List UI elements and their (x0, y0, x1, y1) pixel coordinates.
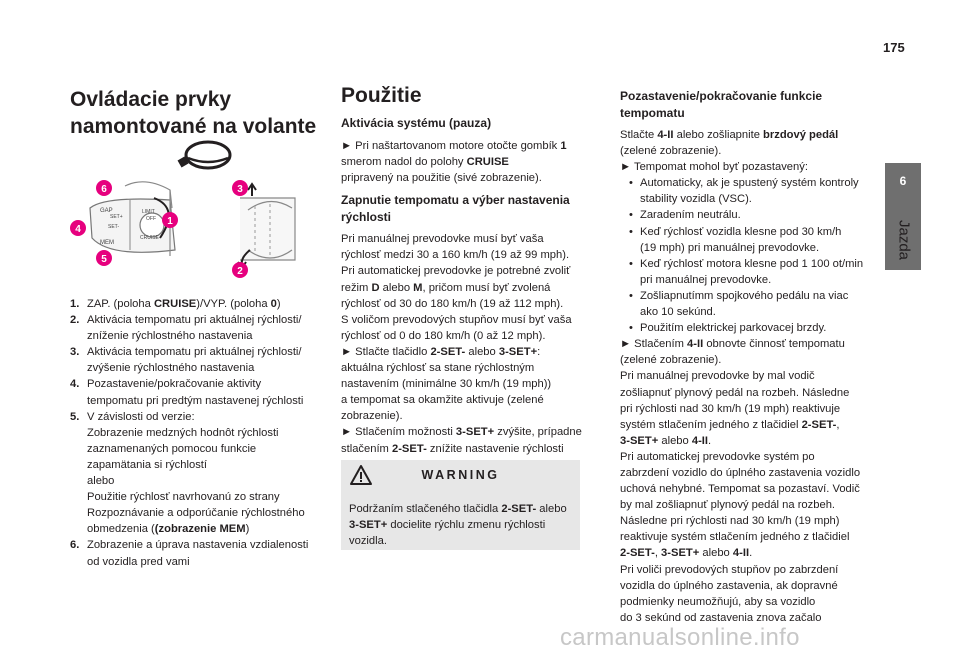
paragraph: ► Pri naštartovanom motore otočte gombík 1 smerom nadol do polohy CRUISE pripravený na použitie (sivé zobrazenie). (341, 140, 567, 185)
list-item: 2. Aktivácia tempomatu pri aktuálnej rýchlosti/ zníženie rýchlostného nastavenia (70, 314, 302, 343)
section-title: Ovládacie prvky namontované na volante (70, 88, 317, 138)
page-number: 175 (883, 40, 905, 55)
subheading-activation: Aktivácia systému (pauza) (341, 116, 492, 130)
controls-list (70, 296, 332, 570)
steering-wheel-icon (186, 142, 230, 168)
callout-2 (232, 262, 248, 278)
cruise-label: CRUISE (140, 235, 159, 241)
svg-text:1: 1 (167, 216, 173, 227)
paragraph: Pri manuálnej prevodovke by mal vodič zošliapnuť plynový pedál na rozbeh. Následne pri rýchlosti nad 30 km/h (19 mph) reaktivuje systém stlačením jedného z tlačidiel 2-SET-, 3-SET+ alebo 4-II. (620, 370, 850, 447)
callout-6 (96, 180, 112, 196)
bullet-item: • Keď rýchlosť motora klesne pod 1 100 ot/min pri manuálnej prevodovke. (629, 257, 864, 286)
svg-text:3: 3 (237, 184, 243, 195)
bullet-item: • Použitím elektrickej parkovacej brzdy. (629, 322, 827, 335)
paragraph: Pri automatickej prevodovke systém po zabrzdení vozidlo do úplného zastavenia vozidlo uchová nehybné. Tempomat sa pozastaví. Vodič by mal zošliapnuť plynový pedál na rozbeh. Následne pri rýchlosti nad 30 km/h (19 mph) reaktivuje systém stlačením jedného z tlačidiel 2-SET-, 3-SET+ alebo 4-II. (620, 450, 861, 560)
paused-intro: ► Tempomat mohol byť pozastavený: (620, 161, 808, 174)
paragraph: Stlačte 4-II alebo zošliapnite brzdový pedál (zelené zobrazenie). (620, 129, 839, 158)
svg-text:2: 2 (237, 266, 243, 277)
limit-label: LIMIT (142, 209, 155, 215)
steering-controls-diagram (70, 138, 340, 288)
warning-heading: WARNING (421, 468, 500, 482)
callout-1 (162, 212, 178, 228)
paragraph: Pri manuálnej prevodovke musí byť vaša rýchlosť medzi 30 a 160 km/h (19 až 99 mph). Pri automatickej prevodovke je potrebné zvoliť režim D alebo M, pričom musí byť zvolená rýchlosť od 30 do 180 km/h (19 až 112 mph). S voličom prevodových stupňov musí byť vaša rýchlosť od 0 do 180 km/h (0 až 12 mph). ► Stlačte tlačidlo 2-SET- alebo 3-SET+: aktuálna rýchlosť sa stane rýchlostným nastavením (minimálne 30 km/h (19 mph)) a tempomat sa okamžite aktivuje (zelené zobrazenie). ► Stlačením možnosti 3-SET+ zvýšite, prípadne stlačením 2-SET- znížite nastavenie rýchlosti (341, 233, 582, 455)
callout-4 (70, 220, 86, 236)
svg-text:4: 4 (75, 224, 81, 235)
gap-label: GAP (100, 208, 113, 214)
paragraph: Pri voliči prevodových stupňov po zabrzdení vozidla do úplného zastavenia, ak dopravné podmienky neumožňujú, aby sa vozidlo do 3 sekúnd od zastavenia znova začalo (620, 563, 839, 624)
paragraph: ► Stlačením 4-II obnovte činnosť tempomatu (zelené zobrazenie). (620, 338, 845, 367)
usage-title: Použitie (341, 84, 422, 107)
list-item: 1. ZAP. (poloha CRUISE)/VYP. (poloha 0) (70, 298, 281, 310)
bullet-item: • Automaticky, ak je spustený systém kontroly stability vozidla (VSC). (629, 177, 859, 206)
chapter-label: Jazda (895, 219, 913, 261)
bullet-item: • Keď rýchlosť vozidla klesne pod 30 km/h (19 mph) pri manuálnej prevodovke. (629, 225, 842, 254)
watermark: carmanualsonline.info (560, 624, 800, 651)
list-item: 3. Aktivácia tempomatu pri aktuálnej rýchlosti/ zvýšenie rýchlostného nastavenia (70, 346, 302, 375)
mem-label: MEM (100, 240, 114, 246)
list-item: 5. V závislosti od verzie: Zobrazenie medzných hodnôt rýchlosti zaznamenaných pomocou funkcie zapamätania si rýchlostí alebo Použitie rýchlosť navrhovanú zo strany Rozpoznávanie a odporúčanie rýchlostného obmedzenia ((zobrazenie MEM) (70, 410, 305, 536)
svg-text:6: 6 (101, 184, 107, 195)
svg-text:5: 5 (101, 254, 107, 265)
up-arrow (248, 184, 256, 196)
middle-column (341, 82, 586, 473)
set-plus-label: SET+ (110, 214, 123, 220)
left-column (70, 86, 330, 140)
warning-box (341, 460, 580, 550)
callout-5 (96, 250, 112, 266)
warning-text: Podržaním stlačeného tlačidla 2-SET- alebo 3-SET+ docielite rýchlu zmenu rýchlosti vozidla. (349, 503, 567, 548)
bullet-item: • Zošliapnutímm spojkového pedálu na viac ako 10 sekúnd. (629, 289, 849, 319)
pause-title: Pozastavenie/pokračovanie funkcie tempomatu (620, 89, 823, 120)
off-label: OFF (146, 216, 156, 222)
callout-3 (232, 180, 248, 196)
list-item: 6. Zobrazenie a úprava nastavenia vzdialenosti od vozidla pred vami (70, 539, 309, 568)
subheading-speed: Zapnutie tempomatu a výber nastavenia rýchlosti (341, 193, 570, 225)
right-column (620, 88, 878, 626)
bullet-item: • Zaradením neutrálu. (629, 209, 741, 222)
list-item: 4. Pozastavenie/pokračovanie aktivity tempomatu pri predtým nastavenej rýchlosti (70, 378, 304, 407)
set-minus-label: SET- (108, 224, 120, 230)
chapter-number: 6 (899, 174, 907, 188)
